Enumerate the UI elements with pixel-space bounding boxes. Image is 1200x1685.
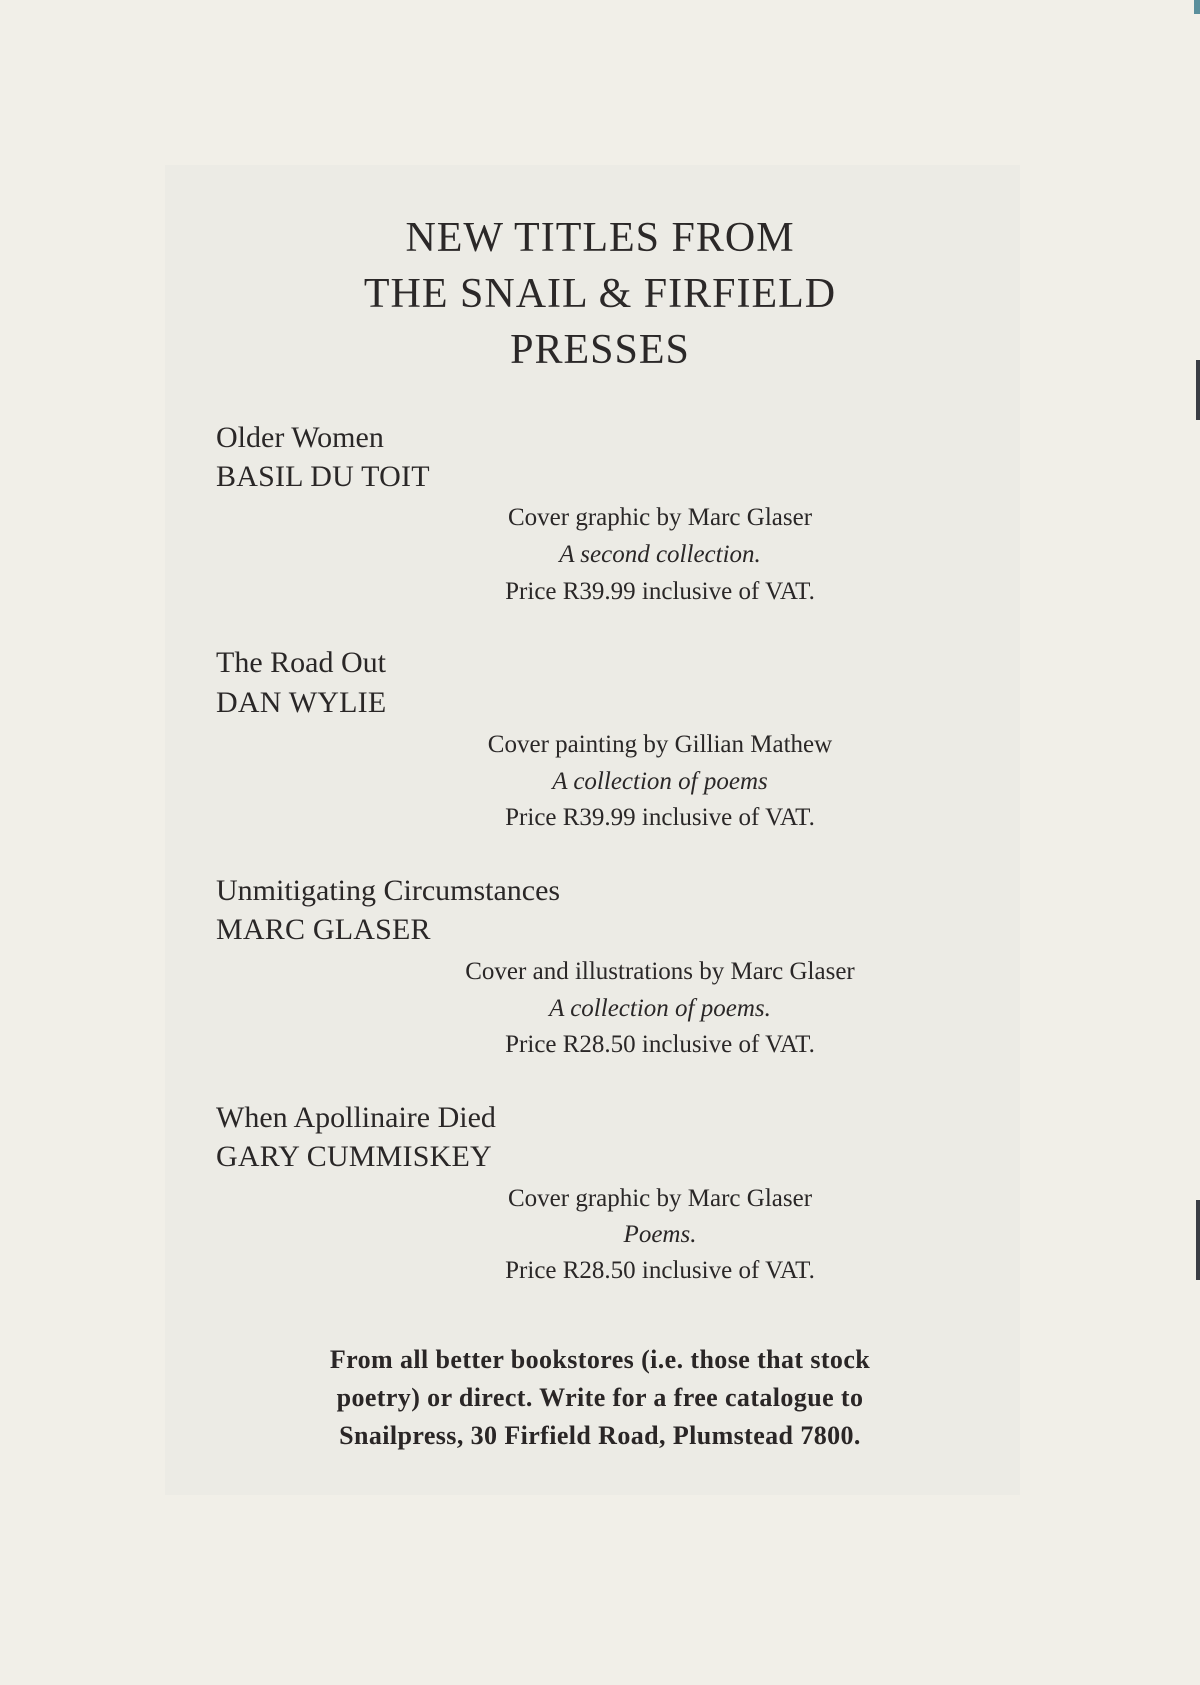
book-description: A collection of poems. [549,995,771,1022]
book-price: Price R28.50 inclusive of VAT. [505,1257,815,1284]
book-author: DAN WYLIE [216,686,387,719]
book-title: The Road Out [216,646,386,679]
book-title: Unmitigating Circumstances [216,874,561,907]
page-heading [0,210,1200,378]
book-author: BASIL DU TOIT [216,460,430,493]
page-edge-mark [1194,0,1200,14]
ordering-info-line-3: Snailpress, 30 Firfield Road, Plumstead 7800. [339,1421,861,1450]
ordering-info [230,1341,970,1455]
page-edge-mark [1196,1200,1200,1280]
book-price: Price R39.99 inclusive of VAT. [505,804,815,831]
book-description: Poems. [623,1221,697,1248]
book-price: Price R39.99 inclusive of VAT. [505,578,815,605]
book-description: A second collection. [559,541,761,568]
book-price: Price R28.50 inclusive of VAT. [505,1031,815,1058]
book-cover-credit: Cover graphic by Marc Glaser [507,504,813,531]
book-cover-credit: Cover and illustrations by Marc Glaser [465,958,855,985]
book-description: A collection of poems [552,768,768,795]
heading-line-1: NEW TITLES FROM [405,215,795,261]
book-title: Older Women [216,421,384,454]
book-title: When Apollinaire Died [216,1101,496,1134]
book-author: GARY CUMMISKEY [216,1140,492,1173]
ordering-info-line-1: From all better bookstores (i.e. those that stock [329,1345,871,1374]
heading-line-2: THE SNAIL & FIRFIELD [363,271,837,317]
book-author: MARC GLASER [216,913,431,946]
ordering-info-line-2: poetry) or direct. Write for a free catalogue to [336,1383,864,1412]
book-cover-credit: Cover graphic by Marc Glaser [507,1185,813,1212]
heading-line-3: PRESSES [510,327,690,373]
book-cover-credit: Cover painting by Gillian Mathew [487,731,833,758]
